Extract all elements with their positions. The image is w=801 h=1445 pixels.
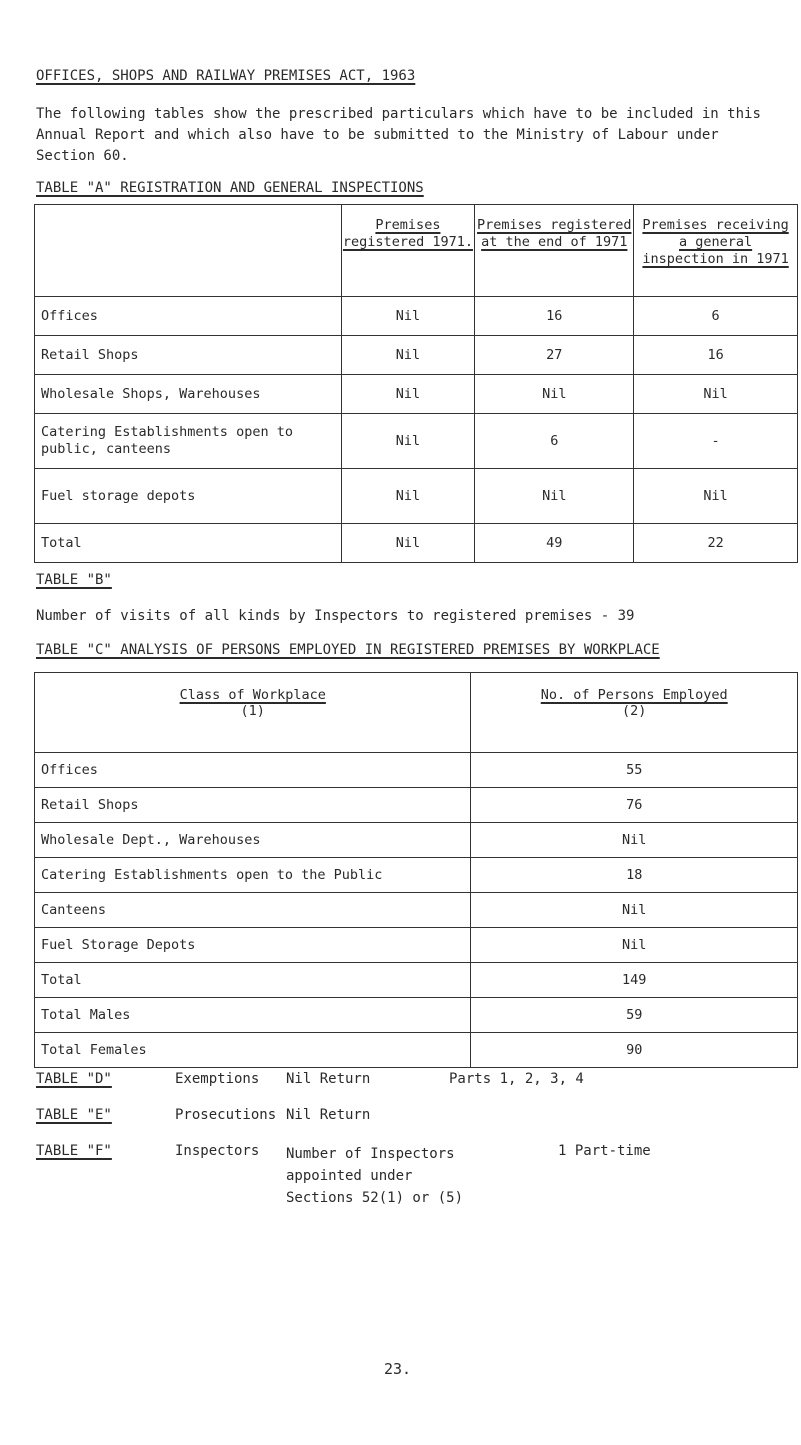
table-b-title: TABLE "B": [36, 572, 112, 588]
table-c-header: [35, 673, 471, 753]
table-a-row: [35, 469, 798, 524]
table-a-row-label: Fuel storage depots: [35, 469, 342, 524]
table-a-row-label: Wholesale Shops, Warehouses: [35, 375, 342, 414]
table-a-row-label: Offices: [35, 297, 342, 336]
table-c-cell: 18: [471, 858, 798, 893]
table-a-cell: 16: [475, 297, 634, 336]
table-a-header: Premises registered at the end of 1971: [475, 205, 634, 297]
intro-paragraph: The following tables show the prescribed particulars which have to be included in this Annual Report and which also have to be submitted to the Ministry of Labour under Section 60.: [36, 106, 761, 164]
table-c-cell: Nil: [471, 928, 798, 963]
table-c-row-label: Wholesale Dept., Warehouses: [35, 823, 471, 858]
table-a-cell: Nil: [341, 414, 475, 469]
table-a-row: [35, 524, 798, 563]
table-c-row: [35, 963, 798, 998]
table-c-header-number: (1): [240, 703, 265, 719]
table-a-cell: 49: [475, 524, 634, 563]
table-c-cell: 149: [471, 963, 798, 998]
table-c-header: [471, 673, 798, 753]
table-d-subject: Exemptions: [175, 1071, 260, 1087]
table-a-cell: Nil: [475, 375, 634, 414]
table-f-line: Number of Inspectors: [286, 1146, 455, 1162]
table-f-line: Sections 52(1) or (5): [286, 1190, 464, 1206]
table-a-row: [35, 336, 798, 375]
table-c-cell: 90: [471, 1033, 798, 1068]
table-e-subject: Prosecutions: [175, 1107, 277, 1123]
table-a-cell: 16: [634, 336, 798, 375]
table-c-header-row: [35, 673, 798, 753]
table-a-title: TABLE "A" REGISTRATION AND GENERAL INSPECTIONS: [36, 180, 424, 196]
table-a-header: Premises receiving a general inspection in 1971: [634, 205, 798, 297]
table-f-line: appointed under: [286, 1168, 413, 1184]
table-c-header-number: (2): [622, 703, 647, 719]
table-a-row-label: Total: [35, 524, 342, 563]
table-a-cell: 27: [475, 336, 634, 375]
table-a-cell: -: [634, 414, 798, 469]
table-a-cell: 22: [634, 524, 798, 563]
table-a-row: [35, 297, 798, 336]
table-a-cell: 6: [475, 414, 634, 469]
table-a-row-label: Retail Shops: [35, 336, 342, 375]
table-c-row-label: Total: [35, 963, 471, 998]
table-c-row-label: Total Females: [35, 1033, 471, 1068]
table-a-cell: 6: [634, 297, 798, 336]
table-a-cell: Nil: [341, 297, 475, 336]
table-c-row: [35, 753, 798, 788]
table-a-cell: Nil: [634, 375, 798, 414]
table-c-title: TABLE "C" ANALYSIS OF PERSONS EMPLOYED IN REGISTERED PREMISES BY WORKPLACE: [36, 642, 660, 658]
table-c-row-label: Total Males: [35, 998, 471, 1033]
table-a-cell: Nil: [341, 524, 475, 563]
table-c-cell: 59: [471, 998, 798, 1033]
table-c-row-label: Offices: [35, 753, 471, 788]
table-a-header-row: [35, 205, 798, 297]
table-a-row: [35, 375, 798, 414]
table-c-cell: Nil: [471, 823, 798, 858]
table-c-row: [35, 823, 798, 858]
table-d-text: Nil Return: [286, 1071, 371, 1087]
table-c-header-label: No. of Persons Employed: [540, 687, 728, 703]
table-c-row-label: Catering Establishments open to the Public: [35, 858, 471, 893]
table-c-row: [35, 998, 798, 1033]
table-e-text: Nil Return: [286, 1107, 371, 1123]
table-e-title: TABLE "E": [36, 1107, 112, 1123]
table-c-row-label: Canteens: [35, 893, 471, 928]
table-f-title: TABLE "F": [36, 1143, 112, 1159]
page-number: 23.: [384, 1360, 412, 1378]
table-a-row-label: Catering Establishments open to public, canteens: [35, 414, 342, 469]
document-title: OFFICES, SHOPS AND RAILWAY PREMISES ACT, 1963: [36, 68, 416, 84]
table-c-cell: 55: [471, 753, 798, 788]
table-a-header-blank: [35, 205, 342, 297]
table-d-title: TABLE "D": [36, 1071, 112, 1087]
table-c-row-label: Fuel Storage Depots: [35, 928, 471, 963]
table-a-cell: Nil: [634, 469, 798, 524]
table-c-row: [35, 1033, 798, 1068]
table-f-subject: Inspectors: [175, 1143, 260, 1159]
table-f-extra: 1 Part-time: [558, 1143, 651, 1159]
table-c-row: [35, 893, 798, 928]
table-c-row-label: Retail Shops: [35, 788, 471, 823]
table-a-row: [35, 414, 798, 469]
table-a-cell: Nil: [475, 469, 634, 524]
table-d-extra: Parts 1, 2, 3, 4: [449, 1071, 584, 1087]
table-c-row: [35, 858, 798, 893]
table-a: [34, 204, 798, 563]
table-c-header-label: Class of Workplace: [179, 687, 326, 703]
table-a-header: Premises registered 1971.: [341, 205, 475, 297]
table-c-row: [35, 788, 798, 823]
table-c-row: [35, 928, 798, 963]
table-a-cell: Nil: [341, 336, 475, 375]
table-a-cell: Nil: [341, 375, 475, 414]
table-c-cell: 76: [471, 788, 798, 823]
table-b-text: Number of visits of all kinds by Inspectors to registered premises - 39: [36, 608, 635, 624]
table-a-cell: Nil: [341, 469, 475, 524]
table-c-cell: Nil: [471, 893, 798, 928]
table-c: [34, 672, 798, 1068]
table-f-text: [286, 1143, 463, 1209]
